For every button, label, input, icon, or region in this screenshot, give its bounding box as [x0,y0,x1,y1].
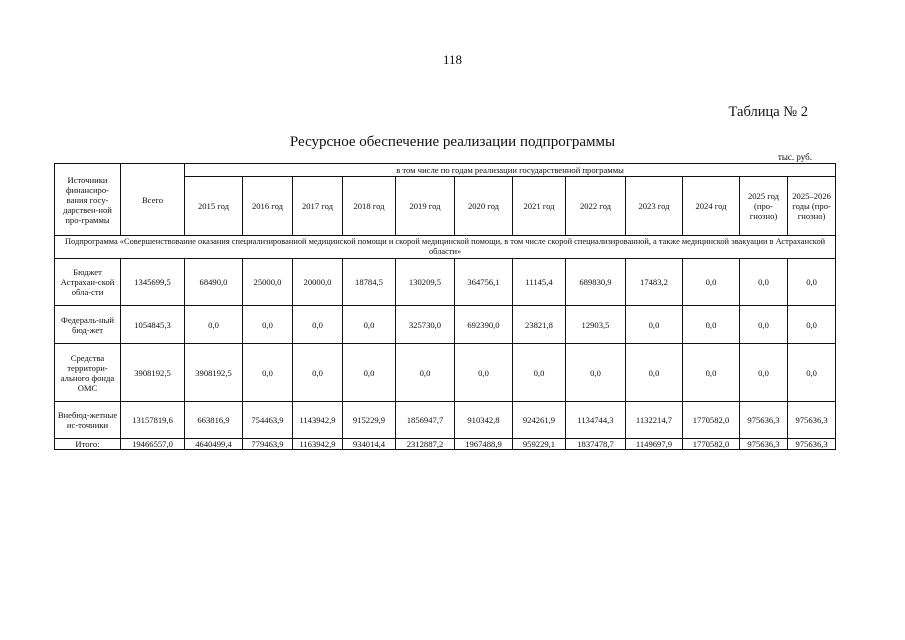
cell: 0,0 [513,344,566,402]
cell: 0,0 [566,344,626,402]
row-source: Бюджет Астрахан-ской обла-сти [55,259,121,306]
cell: 3908192,5 [185,344,243,402]
cell: 779463,9 [243,439,293,450]
cell: 0,0 [788,344,836,402]
table-row [55,344,836,402]
table-row [55,259,836,306]
subprogram-title: Подпрограмма «Совершенствование оказания специализированной медицинской помощи и скорой медицинской помощи, в том числе скорой специализированной, а также медицинской эвакуации в Астраханской области» [55,236,836,259]
row-total: 1345699,5 [121,259,185,306]
cell: 0,0 [396,344,455,402]
cell: 975636,3 [788,402,836,439]
cell: 130209,5 [396,259,455,306]
row-total: 13157819,6 [121,402,185,439]
cell: 0,0 [788,259,836,306]
header-year: 2024 год [683,177,740,236]
cell: 1163942,9 [293,439,343,450]
header-group: в том числе по годам реализации государственной программы [185,164,836,177]
header-total: Всего [121,164,185,236]
cell: 11145,4 [513,259,566,306]
cell: 18784,5 [343,259,396,306]
cell: 0,0 [740,306,788,344]
cell: 975636,3 [788,439,836,450]
cell: 915229,9 [343,402,396,439]
cell: 68490,0 [185,259,243,306]
cell: 0,0 [740,259,788,306]
cell: 1143942,9 [293,402,343,439]
cell: 975636,3 [740,402,788,439]
cell: 0,0 [243,306,293,344]
header-year: 2019 год [396,177,455,236]
row-total: 3908192,5 [121,344,185,402]
cell: 0,0 [626,306,683,344]
cell: 975636,3 [740,439,788,450]
cell: 0,0 [683,344,740,402]
cell: 325730,0 [396,306,455,344]
document-title: Ресурсное обеспечение реализации подпрограммы [289,134,616,150]
cell: 754463,9 [243,402,293,439]
cell: 0,0 [185,306,243,344]
total-label: Итого: [55,439,121,450]
cell: 689830,9 [566,259,626,306]
cell: 0,0 [343,306,396,344]
header-year: 2018 год [343,177,396,236]
header-year: 2016 год [243,177,293,236]
cell: 0,0 [455,344,513,402]
cell: 959229,1 [513,439,566,450]
total-row [55,439,836,450]
cell: 0,0 [293,344,343,402]
cell: 0,0 [683,259,740,306]
header-year: 2020 год [455,177,513,236]
cell: 1149697,9 [626,439,683,450]
cell: 1134744,3 [566,402,626,439]
resource-table [54,163,836,450]
cell: 0,0 [740,344,788,402]
cell: 0,0 [293,306,343,344]
total-sum: 19466557,0 [121,439,185,450]
header-year: 2025–2026 годы (про-гнозно) [788,177,836,236]
cell: 1132214,7 [626,402,683,439]
cell: 25000,0 [243,259,293,306]
cell: 2312887,2 [396,439,455,450]
cell: 934014,4 [343,439,396,450]
cell: 23821,8 [513,306,566,344]
page-number: 118 [442,52,463,67]
table-label: Таблица № 2 [728,104,808,120]
cell: 364756,1 [455,259,513,306]
header-year: 2017 год [293,177,343,236]
header-source: Источники финансиро-вания госу-дарствен-ной про-граммы [55,164,121,236]
header-year: 2022 год [566,177,626,236]
units-label: тыс. руб. [777,152,812,162]
cell: 910342,8 [455,402,513,439]
table-row [55,306,836,344]
header-year: 2015 год [185,177,243,236]
cell: 0,0 [788,306,836,344]
cell: 0,0 [626,344,683,402]
row-source: Средства территори-ального фонда ОМС [55,344,121,402]
header-year: 2021 год [513,177,566,236]
cell: 663816,9 [185,402,243,439]
cell: 4640499,4 [185,439,243,450]
header-year: 2023 год [626,177,683,236]
cell: 0,0 [683,306,740,344]
cell: 1856947,7 [396,402,455,439]
cell: 12903,5 [566,306,626,344]
cell: 692390,0 [455,306,513,344]
row-total: 1054845,3 [121,306,185,344]
cell: 0,0 [243,344,293,402]
header-year: 2025 год (про-гнозно) [740,177,788,236]
table-row [55,402,836,439]
cell: 1837478,7 [566,439,626,450]
cell: 20000,0 [293,259,343,306]
cell: 17483,2 [626,259,683,306]
row-source: Федераль-ный бюд-жет [55,306,121,344]
cell: 1770582,0 [683,439,740,450]
cell: 1770582,0 [683,402,740,439]
row-source: Внебюд-жетные ис-точники [55,402,121,439]
cell: 1967488,9 [455,439,513,450]
cell: 0,0 [343,344,396,402]
cell: 924261,9 [513,402,566,439]
